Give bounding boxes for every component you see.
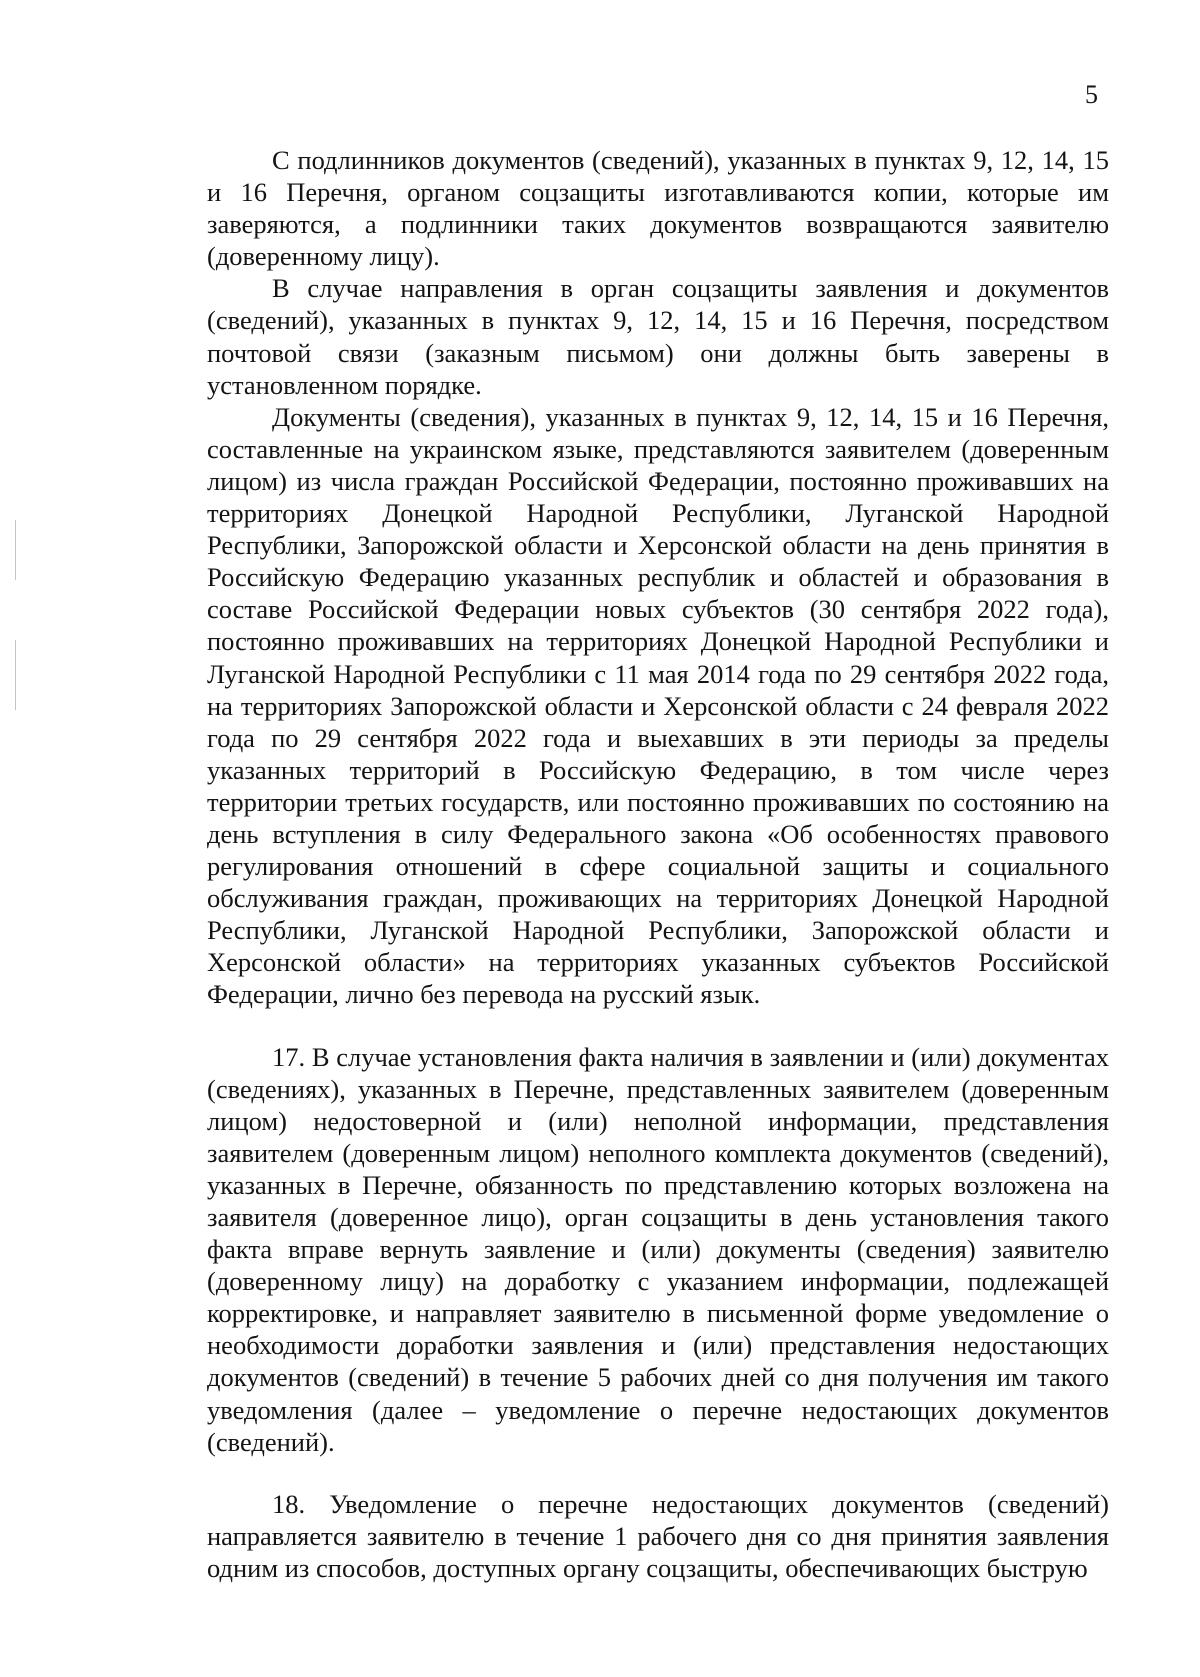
scan-edge-mark-lower xyxy=(15,640,16,710)
scan-edge-mark-upper xyxy=(15,520,16,580)
page-number: 5 xyxy=(1085,80,1098,109)
paragraph-item-17: 17. В случае установления факта наличия в заявлении и (или) документах (сведениях), указанных в Перечне, представленных заявителем (доверенным лицом) недостоверной и (или) неполной информации, представления заявителем (доверенным лицом) неполного комплекта документов (сведений), указанных в Перечне, обязанность по представлению которых возложена на заявителя (доверенное лицо), орган соцзащиты в день установления такого факта вправе вернуть заявление и (или) документы (сведения) заявителю (доверенному лицу) на доработку с указанием информации, подлежащей корректировке, и направляет заявителю в письменной форме уведомление о необходимости доработки заявления и (или) представления недостающих документов (сведений) в течение 5 рабочих дней со дня получения им такого уведомления (далее – уведомление о перечне недостающих документов (сведений). xyxy=(207,1041,1109,1457)
paragraph-copies-of-originals: С подлинников документов (сведений), указанных в пунктах 9, 12, 14, 15 и 16 Перечня, органом соцзащиты изготавливаются копии, которые им заверяются, а подлинники таких документов возвращаются заявителю (доверенному лицу). xyxy=(207,145,1109,272)
paragraph-ukrainian-language-documents: Документы (сведения), указанных в пунктах 9, 12, 14, 15 и 16 Перечня, составленные на украинском языке, представляются заявителем (доверенным лицом) из числа граждан Российской Федерации, постоянно проживавших на территориях Донецкой Народной Республики, Луганской Народной Республики, Запорожской области и Херсонской области на день принятия в Российскую Федерацию указанных республик и областей и образования в составе Российской Федерации новых субъектов (30 сентября 2022 года), постоянно проживавших на территориях Донецкой Народной Республики и Луганской Народной Республики с 11 мая 2014 года по 29 сентября 2022 года, на территориях Запорожской области и Херсонской области с 24 февраля 2022 года по 29 сентября 2022 года и выехавших в эти периоды за пределы указанных территорий в Российскую Федерацию, в том числе через территории третьих государств, или постоянно проживавших по состоянию на день вступления в силу Федерального закона «Об особенностях правового регулирования отношений в сфере социальной защиты и социального обслуживания граждан, проживающих на территориях Донецкой Народной Республики, Луганской Народной Республики, Запорожской области и Херсонской области» на территориях указанных субъектов Российской Федерации, лично без перевода на русский язык. xyxy=(207,401,1109,1010)
document-body xyxy=(207,144,1109,1584)
paragraph-item-18: 18. Уведомление о перечне недостающих документов (сведений) направляется заявителю в течение 1 рабочего дня со дня принятия заявления одним из способов, доступных органу соцзащиты, обеспечивающих быструю xyxy=(207,1488,1109,1583)
paragraph-postal-submission: В случае направления в орган соцзащиты заявления и документов (сведений), указанных в пунктах 9, 12, 14, 15 и 16 Перечня, посредством почтовой связи (заказным письмом) они должны быть заверены в установленном порядке. xyxy=(207,273,1109,400)
